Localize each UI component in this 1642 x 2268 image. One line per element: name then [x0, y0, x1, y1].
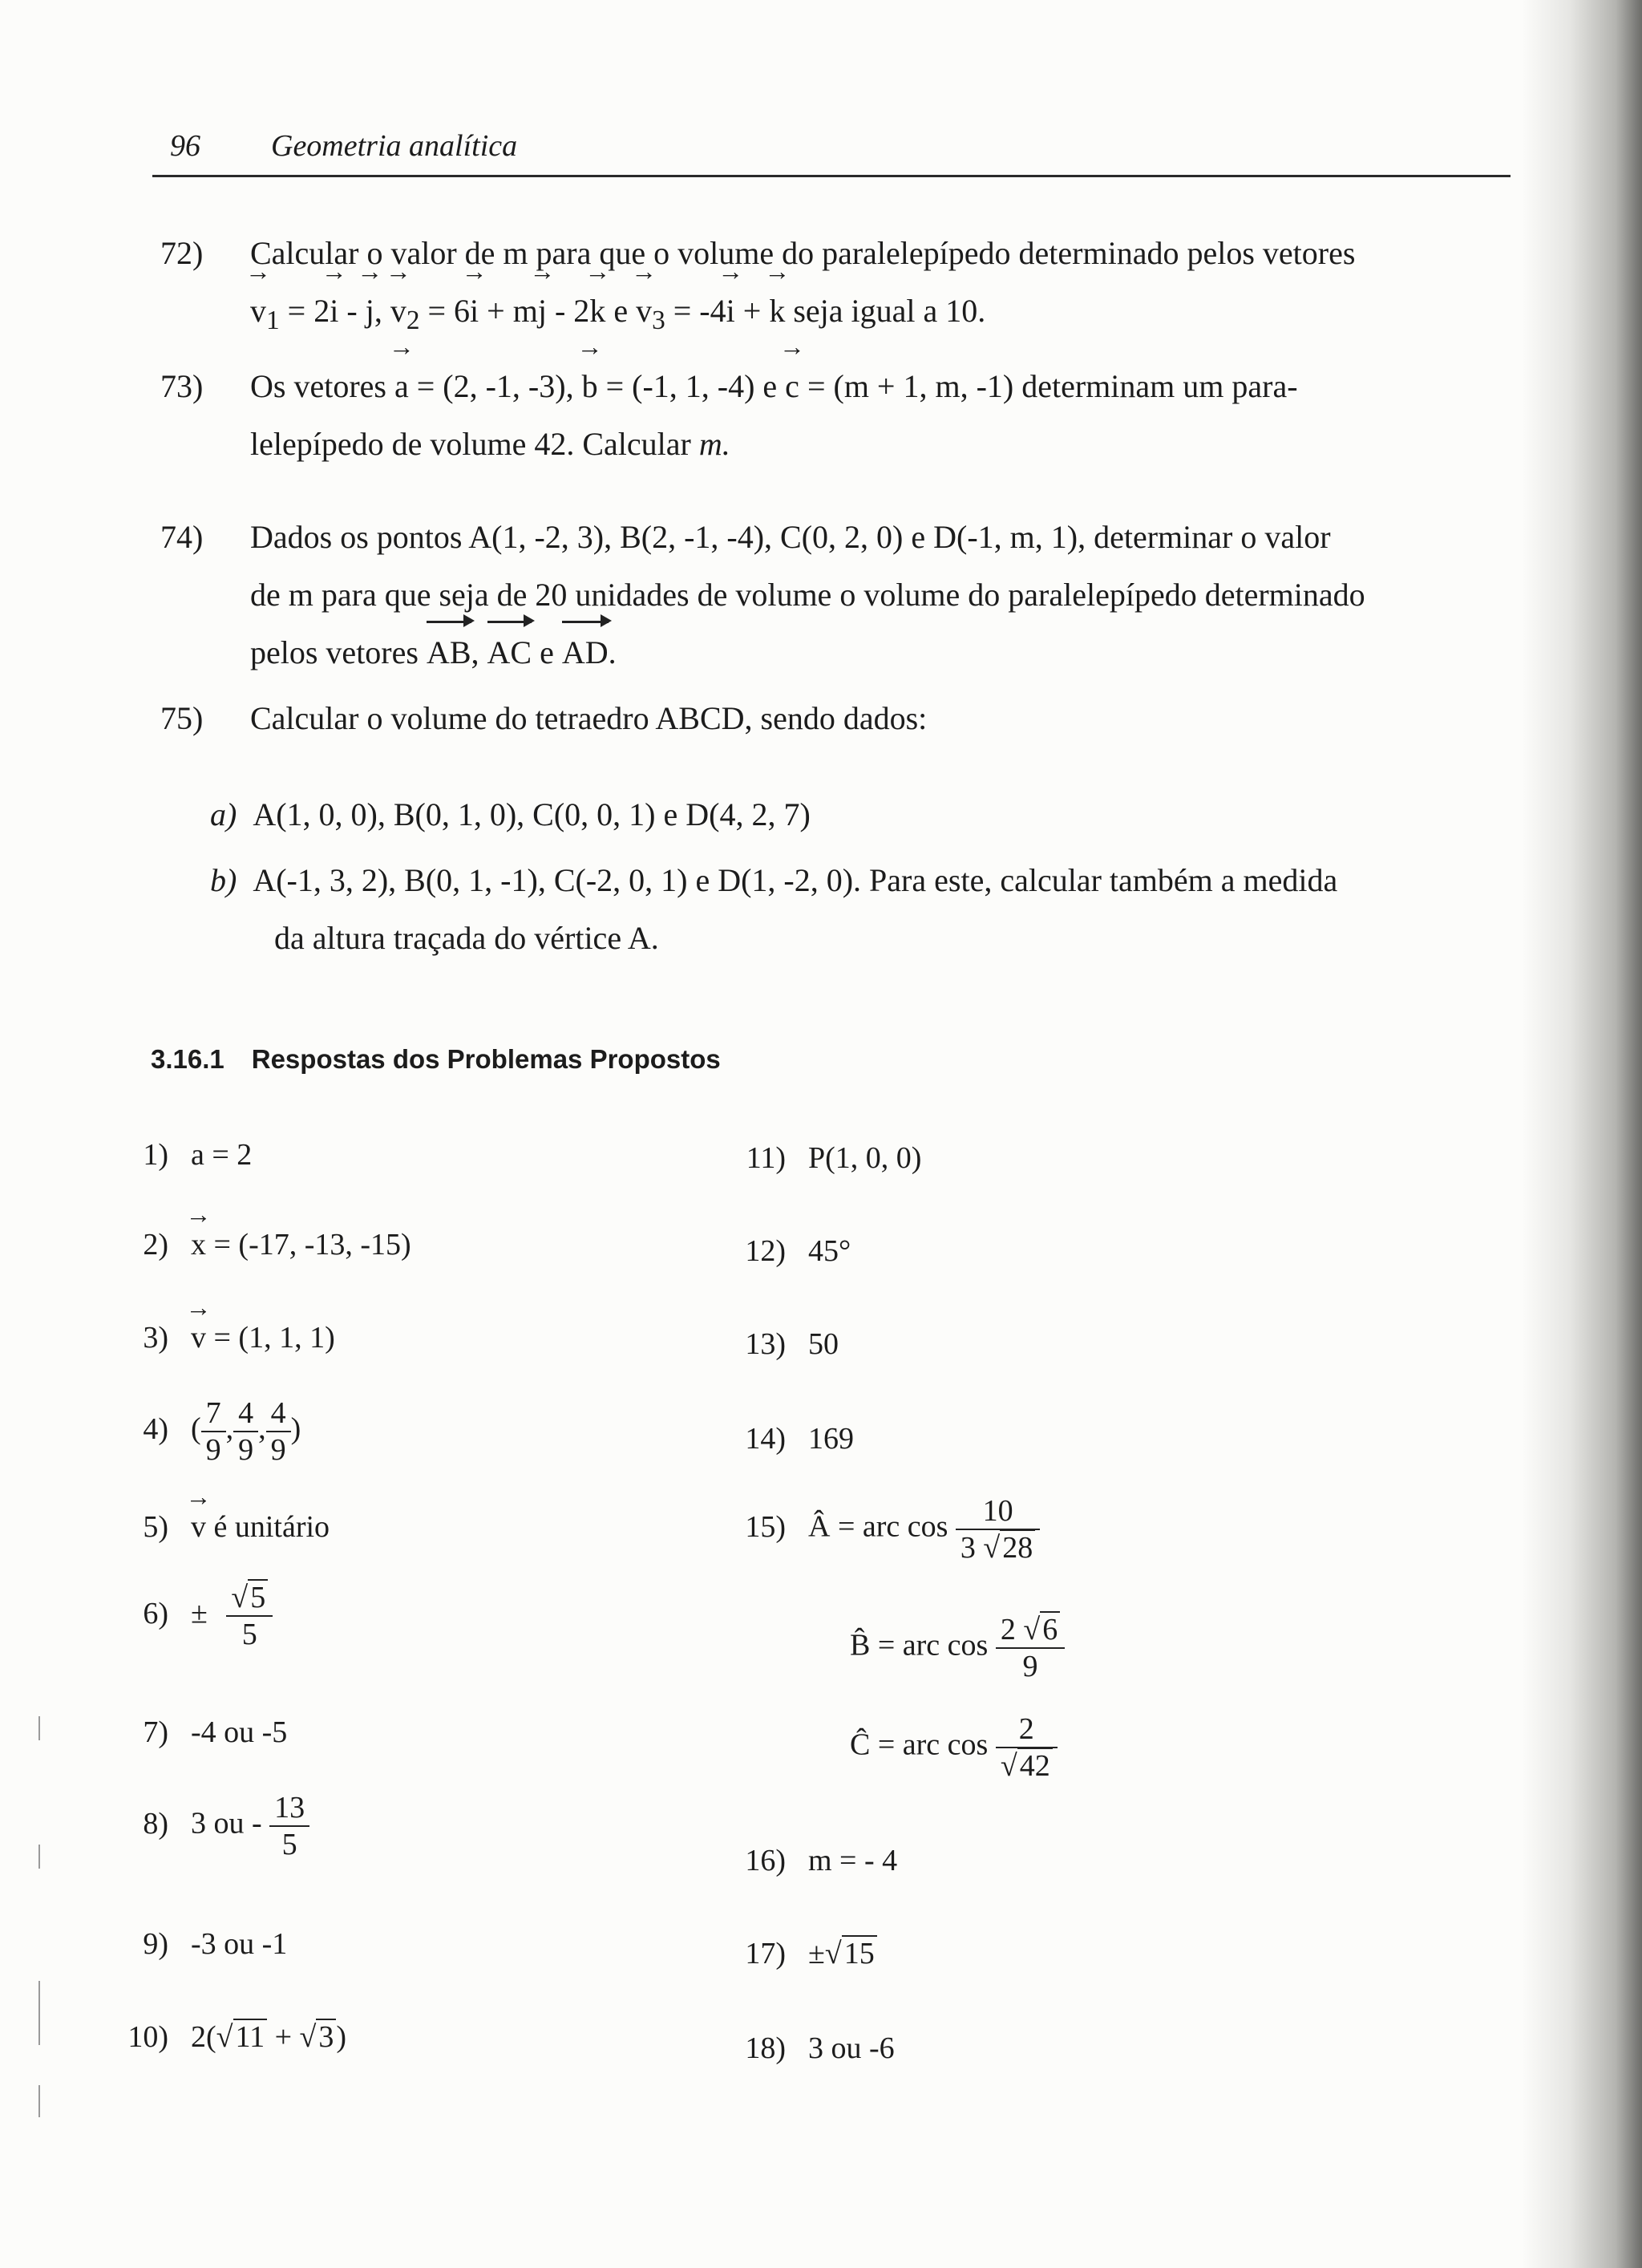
text-span: pelos vetores	[250, 634, 427, 670]
answer-8	[104, 1790, 309, 1862]
text-line	[250, 282, 1509, 350]
vector-b: → b	[582, 358, 598, 415]
answer-text: )	[336, 2020, 347, 2054]
header-rule	[152, 175, 1511, 177]
answer-number: 7)	[143, 1715, 168, 1749]
subscript: 3	[652, 306, 665, 335]
item-label: b)	[210, 862, 237, 898]
vector-j: → j	[366, 282, 374, 340]
radicand: 28	[1000, 1529, 1035, 1565]
vector-a: → a	[394, 358, 409, 415]
answer-number: 17)	[745, 1937, 786, 1970]
answer-17	[722, 1934, 877, 1973]
answer-2	[104, 1225, 411, 1264]
answer-text: Â = arc cos	[808, 1509, 956, 1544]
answer-1	[104, 1136, 252, 1174]
fraction	[269, 1790, 309, 1862]
scan-mark	[38, 1981, 40, 2045]
text-span: m	[512, 293, 538, 329]
answer-14	[722, 1420, 854, 1458]
paren: (	[191, 1411, 201, 1446]
vector-v: → v	[191, 1508, 206, 1546]
sqrt: √42	[1001, 1748, 1053, 1784]
fraction	[226, 1580, 273, 1652]
text-line	[250, 624, 1509, 682]
denominator: 9	[266, 1431, 291, 1468]
fraction	[996, 1711, 1058, 1784]
answer-number: 10)	[127, 2020, 168, 2054]
problem-number: 72)	[160, 235, 204, 271]
section-title	[151, 1044, 721, 1075]
text-span: = 2	[279, 293, 330, 329]
answer-7	[104, 1713, 287, 1752]
numerator: 2	[1018, 1712, 1034, 1746]
vector-ac: AC	[487, 624, 532, 682]
sqrt: √6	[1023, 1612, 1060, 1647]
answer-text: -3 ou -1	[191, 1927, 288, 1961]
text-span: - 2	[546, 293, 590, 329]
radicand: 3	[316, 2019, 336, 2054]
fraction	[956, 1493, 1040, 1565]
radicand: 5	[248, 1579, 268, 1614]
answer-number: 12)	[745, 1234, 786, 1268]
answer-16	[722, 1841, 897, 1880]
answer-number: 4)	[143, 1411, 168, 1446]
numerator: 4	[238, 1396, 254, 1430]
answer-number: 8)	[143, 1806, 168, 1841]
text-span: = 6	[419, 293, 471, 329]
vector-k: → k	[769, 282, 785, 340]
text-span: +	[479, 293, 513, 329]
denominator: 5	[269, 1825, 309, 1862]
coefficient: 3	[960, 1531, 976, 1565]
text-span: seja igual a 10.	[785, 293, 986, 329]
answer-text: = (-17, -13, -15)	[206, 1228, 411, 1262]
fraction	[201, 1395, 226, 1468]
answer-text: -4 ou -5	[191, 1715, 288, 1749]
answer-number: 1)	[143, 1138, 168, 1172]
problem-number: 74)	[160, 519, 204, 555]
answer-text: m = - 4	[808, 1844, 898, 1877]
vector-v2: → v	[390, 282, 406, 340]
answer-number: 14)	[745, 1422, 786, 1456]
answer-4	[104, 1395, 301, 1468]
answer-number: 15)	[745, 1509, 786, 1544]
item-label: a)	[210, 796, 237, 832]
section-heading: Respostas dos Problemas Propostos	[251, 1044, 721, 1074]
denominator: 9	[996, 1647, 1065, 1684]
text-line: Dados os pontos A(1, -2, 3), B(2, -1, -4), C(0, 2, 0) e D(-1, m, 1), determinar o valor	[250, 519, 1331, 555]
problem-75a	[210, 786, 811, 844]
text-line: de m para que seja de 20 unidades de volume o volume do paralelepípedo determinado	[250, 577, 1365, 613]
problem-text	[250, 225, 1509, 350]
answer-6	[104, 1580, 273, 1652]
sqrt: √11	[216, 2018, 267, 2056]
denominator	[956, 1529, 1040, 1565]
answer-number: 13)	[745, 1327, 786, 1361]
sqrt: √15	[825, 1934, 877, 1973]
radicand: 42	[1017, 1748, 1053, 1783]
answer-12	[722, 1232, 851, 1270]
text-line: da altura traçada do vértice A.	[274, 920, 659, 956]
problem-number: 73)	[160, 368, 204, 404]
text-span: +	[734, 293, 770, 329]
answer-text: B̂ = arc cos	[850, 1628, 996, 1663]
text-span: -	[338, 293, 366, 329]
answer-number: 18)	[745, 2031, 786, 2065]
answer-number: 9)	[143, 1927, 168, 1961]
answer-text: 3 ou -6	[808, 2031, 895, 2065]
text-span: Os vetores	[250, 368, 394, 404]
plus-minus: ±	[808, 1937, 825, 1970]
answer-text: P(1, 0, 0)	[808, 1141, 922, 1175]
answer-text: 45°	[808, 1234, 851, 1268]
running-title: Geometria analítica	[271, 129, 518, 163]
answer-10	[104, 2018, 346, 2056]
numerator	[226, 1580, 273, 1615]
answer-3	[104, 1318, 335, 1357]
page-header	[170, 128, 1509, 173]
subscript: 2	[406, 306, 420, 335]
numerator: 7	[205, 1396, 221, 1430]
coefficient: 2	[1000, 1613, 1016, 1646]
answer-15-c	[850, 1711, 1058, 1784]
answer-9	[104, 1925, 287, 1963]
numerator: 4	[270, 1396, 286, 1430]
text-span: A(1, 0, 0), B(0, 1, 0), C(0, 0, 1) e D(4, 2, 7)	[253, 796, 811, 832]
fraction	[996, 1612, 1065, 1684]
page-curl-shadow	[1522, 0, 1642, 2268]
answer-number: 11)	[746, 1141, 786, 1175]
vector-ad: AD	[562, 624, 609, 682]
subscript: 1	[266, 306, 280, 335]
text-span: lelepípedo de volume 42. Calcular	[250, 426, 699, 462]
text-span: = -4	[665, 293, 726, 329]
text-span: m.	[698, 426, 730, 462]
answer-text: a = 2	[191, 1138, 253, 1172]
answer-text: é unitário	[206, 1510, 330, 1544]
sqrt: √3	[300, 2018, 337, 2056]
text-span: ,	[471, 634, 487, 670]
text-line	[250, 415, 1509, 473]
vector-v1: → v	[250, 282, 266, 340]
answer-number: 6)	[143, 1596, 168, 1630]
problem-text	[250, 690, 1509, 747]
answer-13	[722, 1325, 839, 1363]
denominator: 9	[233, 1431, 258, 1468]
fraction	[233, 1395, 258, 1468]
text-line: Calcular o volume do tetraedro ABCD, sendo dados:	[250, 700, 928, 736]
page-number: 96	[170, 129, 200, 163]
answer-text: +	[267, 2020, 300, 2054]
sqrt: √5	[231, 1580, 268, 1615]
text-span: = (-1, 1, -4) e	[597, 368, 786, 404]
text-span: e	[532, 634, 562, 670]
vector-i: → i	[470, 282, 479, 340]
vector-i: → i	[726, 282, 735, 340]
text-span: A(-1, 3, 2), B(0, 1, -1), C(-2, 0, 1) e D(1, -2, 0). Para este, calcular também a medida	[253, 862, 1338, 898]
comma: ,	[225, 1411, 234, 1446]
paren: )	[290, 1411, 301, 1446]
scan-mark	[38, 1716, 40, 1740]
vector-i: → i	[330, 282, 338, 340]
numerator: 10	[982, 1494, 1013, 1528]
problem-text	[250, 358, 1509, 473]
comma: ,	[258, 1411, 266, 1446]
text-span: e	[605, 293, 637, 329]
answer-text: Ĉ = arc cos	[850, 1727, 996, 1762]
answer-number: 16)	[745, 1844, 786, 1877]
fraction	[266, 1395, 291, 1468]
vector-j: → j	[538, 282, 547, 340]
vector-v3: → v	[636, 282, 652, 340]
answer-text: 3 ou -	[191, 1806, 270, 1841]
problem-text	[250, 508, 1509, 682]
problem-number: 75)	[160, 700, 204, 736]
answer-number: 3)	[143, 1321, 168, 1355]
denominator: 9	[201, 1431, 226, 1468]
radicand: 11	[233, 2019, 268, 2054]
scan-mark	[38, 2085, 40, 2117]
vector-k: → k	[589, 282, 605, 340]
text-span: = (2, -1, -3),	[408, 368, 582, 404]
numerator	[996, 1612, 1065, 1647]
sqrt: √28	[983, 1530, 1035, 1565]
text-line	[210, 852, 1509, 909]
text-span: ,	[374, 293, 390, 329]
answer-15	[722, 1493, 1040, 1565]
vector-ab: AB	[427, 624, 471, 682]
answer-5	[104, 1508, 330, 1546]
text-line	[250, 358, 1509, 415]
vector-c: → c	[785, 358, 799, 415]
answer-text: 50	[808, 1327, 839, 1361]
text-line: Calcular o valor de m para que o volume do paralelepípedo determinado pelos vetores	[250, 235, 1356, 271]
vector-x: → x	[191, 1225, 206, 1264]
answer-text: = (1, 1, 1)	[206, 1321, 335, 1355]
denominator	[996, 1747, 1058, 1784]
scan-mark	[38, 1845, 40, 1869]
answer-15-b	[850, 1612, 1065, 1684]
answer-18	[722, 2029, 895, 2068]
answer-number: 5)	[143, 1510, 168, 1544]
text-span: = (m + 1, m, -1) determinam um para-	[799, 368, 1298, 404]
text-span: .	[608, 634, 617, 670]
answer-text: 169	[808, 1422, 854, 1456]
radicand: 6	[1040, 1611, 1060, 1646]
denominator: 5	[226, 1615, 273, 1652]
vector-v: → v	[191, 1318, 206, 1357]
plus-minus: ±	[191, 1596, 208, 1630]
answer-text: 2(	[191, 2020, 216, 2054]
problem-75b	[210, 852, 1509, 967]
answer-11	[722, 1139, 921, 1177]
radicand: 15	[842, 1935, 877, 1970]
answer-number: 2)	[143, 1228, 168, 1262]
numerator: 13	[274, 1791, 305, 1825]
section-number: 3.16.1	[151, 1044, 224, 1074]
